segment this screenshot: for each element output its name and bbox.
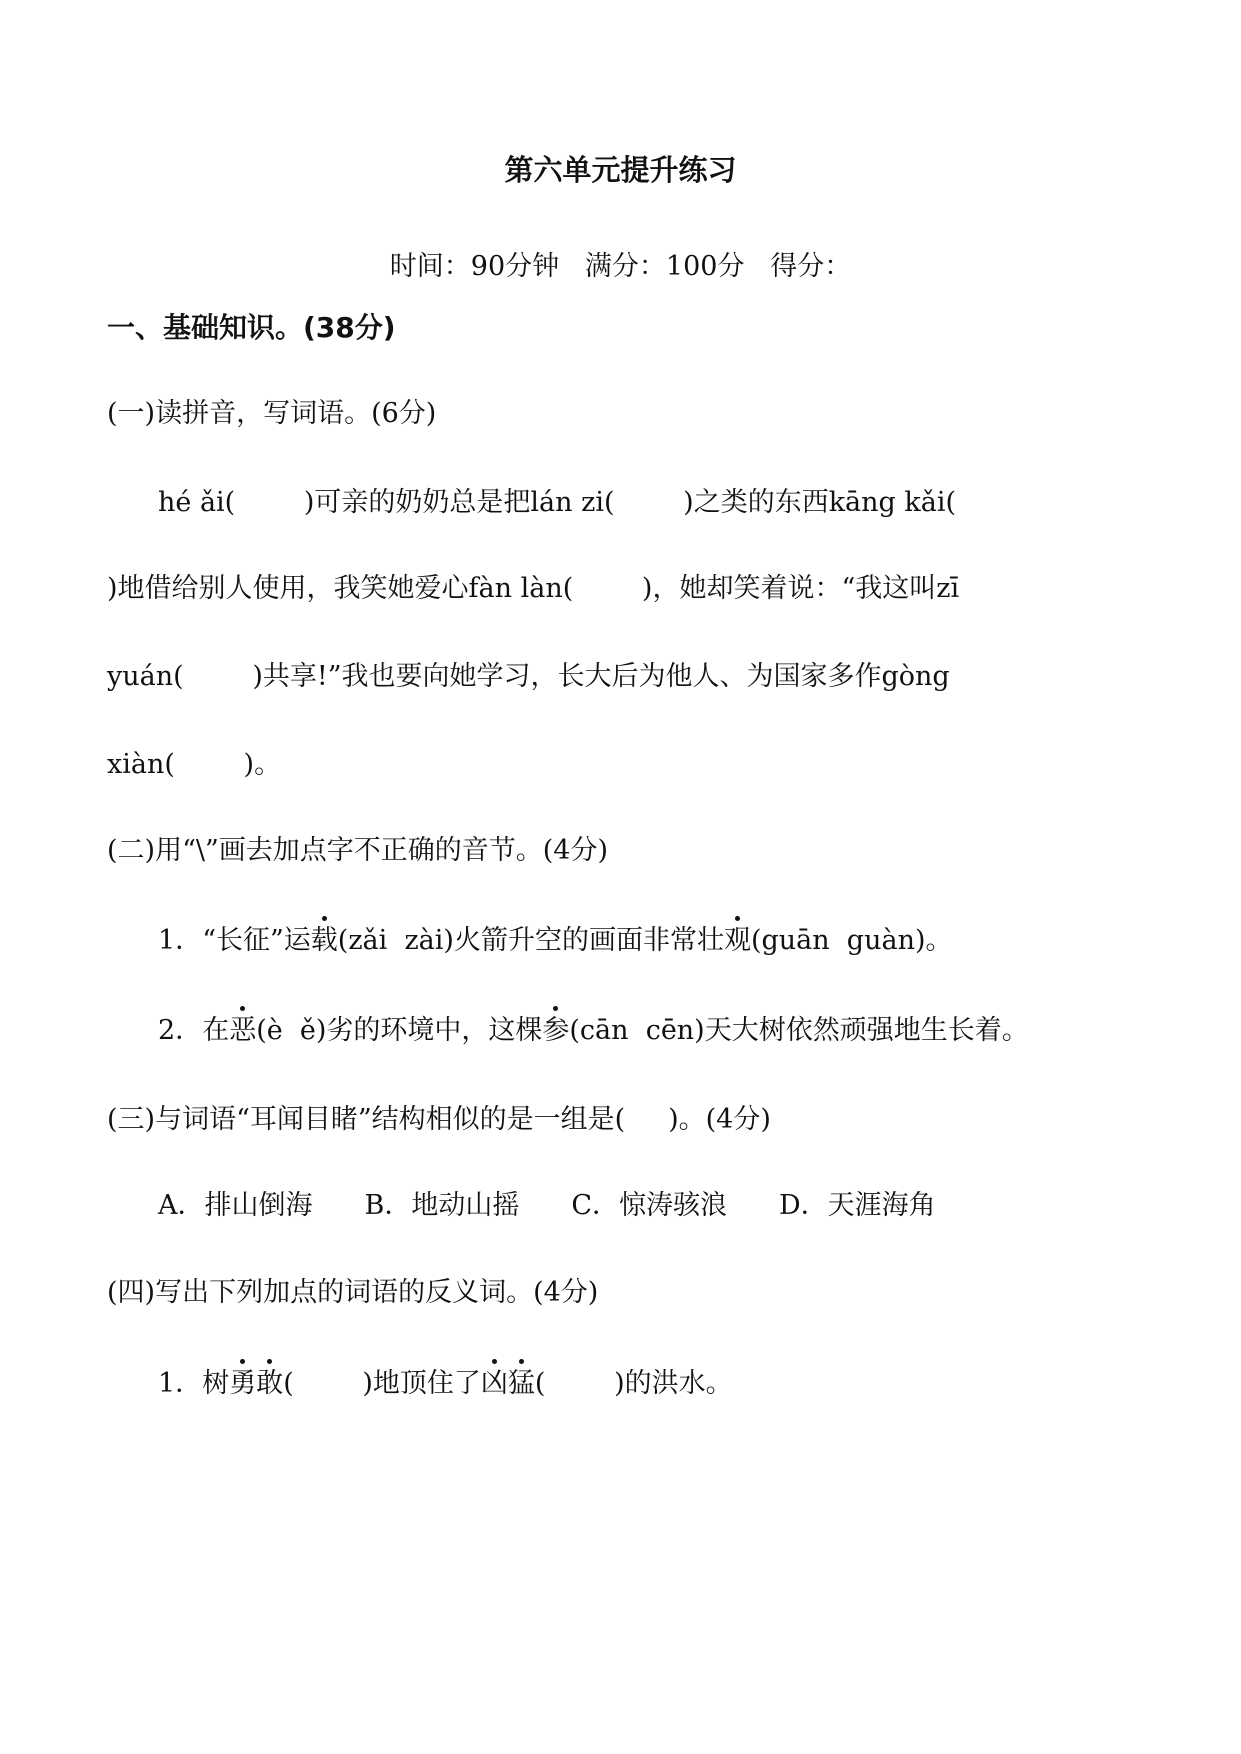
pronunciation-question-1 — [158, 924, 953, 958]
question-text: ( )地顶住了 — [283, 1368, 481, 1399]
pinyin-line-4: xiàn( )。 — [107, 749, 282, 780]
part-heading-structure: (三)与词语“耳闻目睹”结构相似的是一组是( )。(4分) — [107, 1104, 771, 1135]
exam-score: 得分： — [770, 251, 852, 282]
question-number: 2． — [158, 1015, 203, 1046]
question-text: “长征”运 — [202, 925, 311, 956]
dotted-char: 敢 — [256, 1368, 284, 1399]
option-b: B．地动山摇 — [364, 1190, 520, 1221]
exam-time: 时间：90分钟 — [389, 251, 560, 282]
option-d: D．天涯海角 — [779, 1190, 936, 1221]
section-heading-basics: 一、基础知识。(38分) — [107, 311, 396, 344]
question-number: 1． — [158, 925, 203, 956]
dotted-char: 恶 — [229, 1015, 257, 1046]
exam-full-score: 满分：100分 — [584, 251, 745, 282]
question-text: (guān guàn)。 — [750, 925, 953, 956]
exam-meta — [0, 250, 1241, 284]
part-heading-antonyms: (四)写出下列加点的词语的反义词。(4分) — [107, 1277, 599, 1308]
question-text: (cān cēn)天大树依然顽强地生长着。 — [569, 1015, 1029, 1046]
dotted-char: 参 — [542, 1015, 570, 1046]
part-heading-pronunciation: (二)用“\”画去加点字不正确的音节。(4分) — [107, 835, 609, 866]
question-text: 树 — [202, 1368, 230, 1399]
dotted-char: 猛 — [507, 1368, 535, 1399]
pronunciation-question-2 — [158, 1014, 1029, 1048]
pinyin-line-1: hé ǎi( )可亲的奶奶总是把lán zi( )之类的东西kāng kǎi( — [158, 487, 957, 518]
page-title: 第六单元提升练习 — [504, 153, 737, 187]
option-c: C．惊涛骇浪 — [571, 1190, 728, 1221]
question-text: ( )的洪水。 — [534, 1368, 733, 1399]
pinyin-line-2: )地借给别人使用，我笑她爱心fàn làn( )，她却笑着说：“我这叫zī — [107, 573, 960, 604]
dotted-char: 勇 — [229, 1368, 257, 1399]
question-number: 1． — [158, 1368, 203, 1399]
dotted-char: 观 — [723, 925, 751, 956]
question-text: (è ě)劣的环境中，这棵 — [256, 1015, 543, 1046]
part-heading-pinyin: (一)读拼音，写词语。(6分) — [107, 398, 437, 429]
question-text: 在 — [202, 1015, 230, 1046]
pinyin-line-3: yuán( )共享!”我也要向她学习，长大后为他人、为国家多作gòng — [107, 661, 950, 692]
question-text: (zǎi zài)火箭升空的画面非常壮 — [337, 925, 724, 956]
dotted-char: 凶 — [480, 1368, 508, 1399]
antonym-question-1 — [158, 1367, 733, 1401]
option-a: A．排山倒海 — [158, 1190, 313, 1221]
dotted-char: 载 — [310, 925, 338, 956]
structure-options — [158, 1189, 936, 1223]
